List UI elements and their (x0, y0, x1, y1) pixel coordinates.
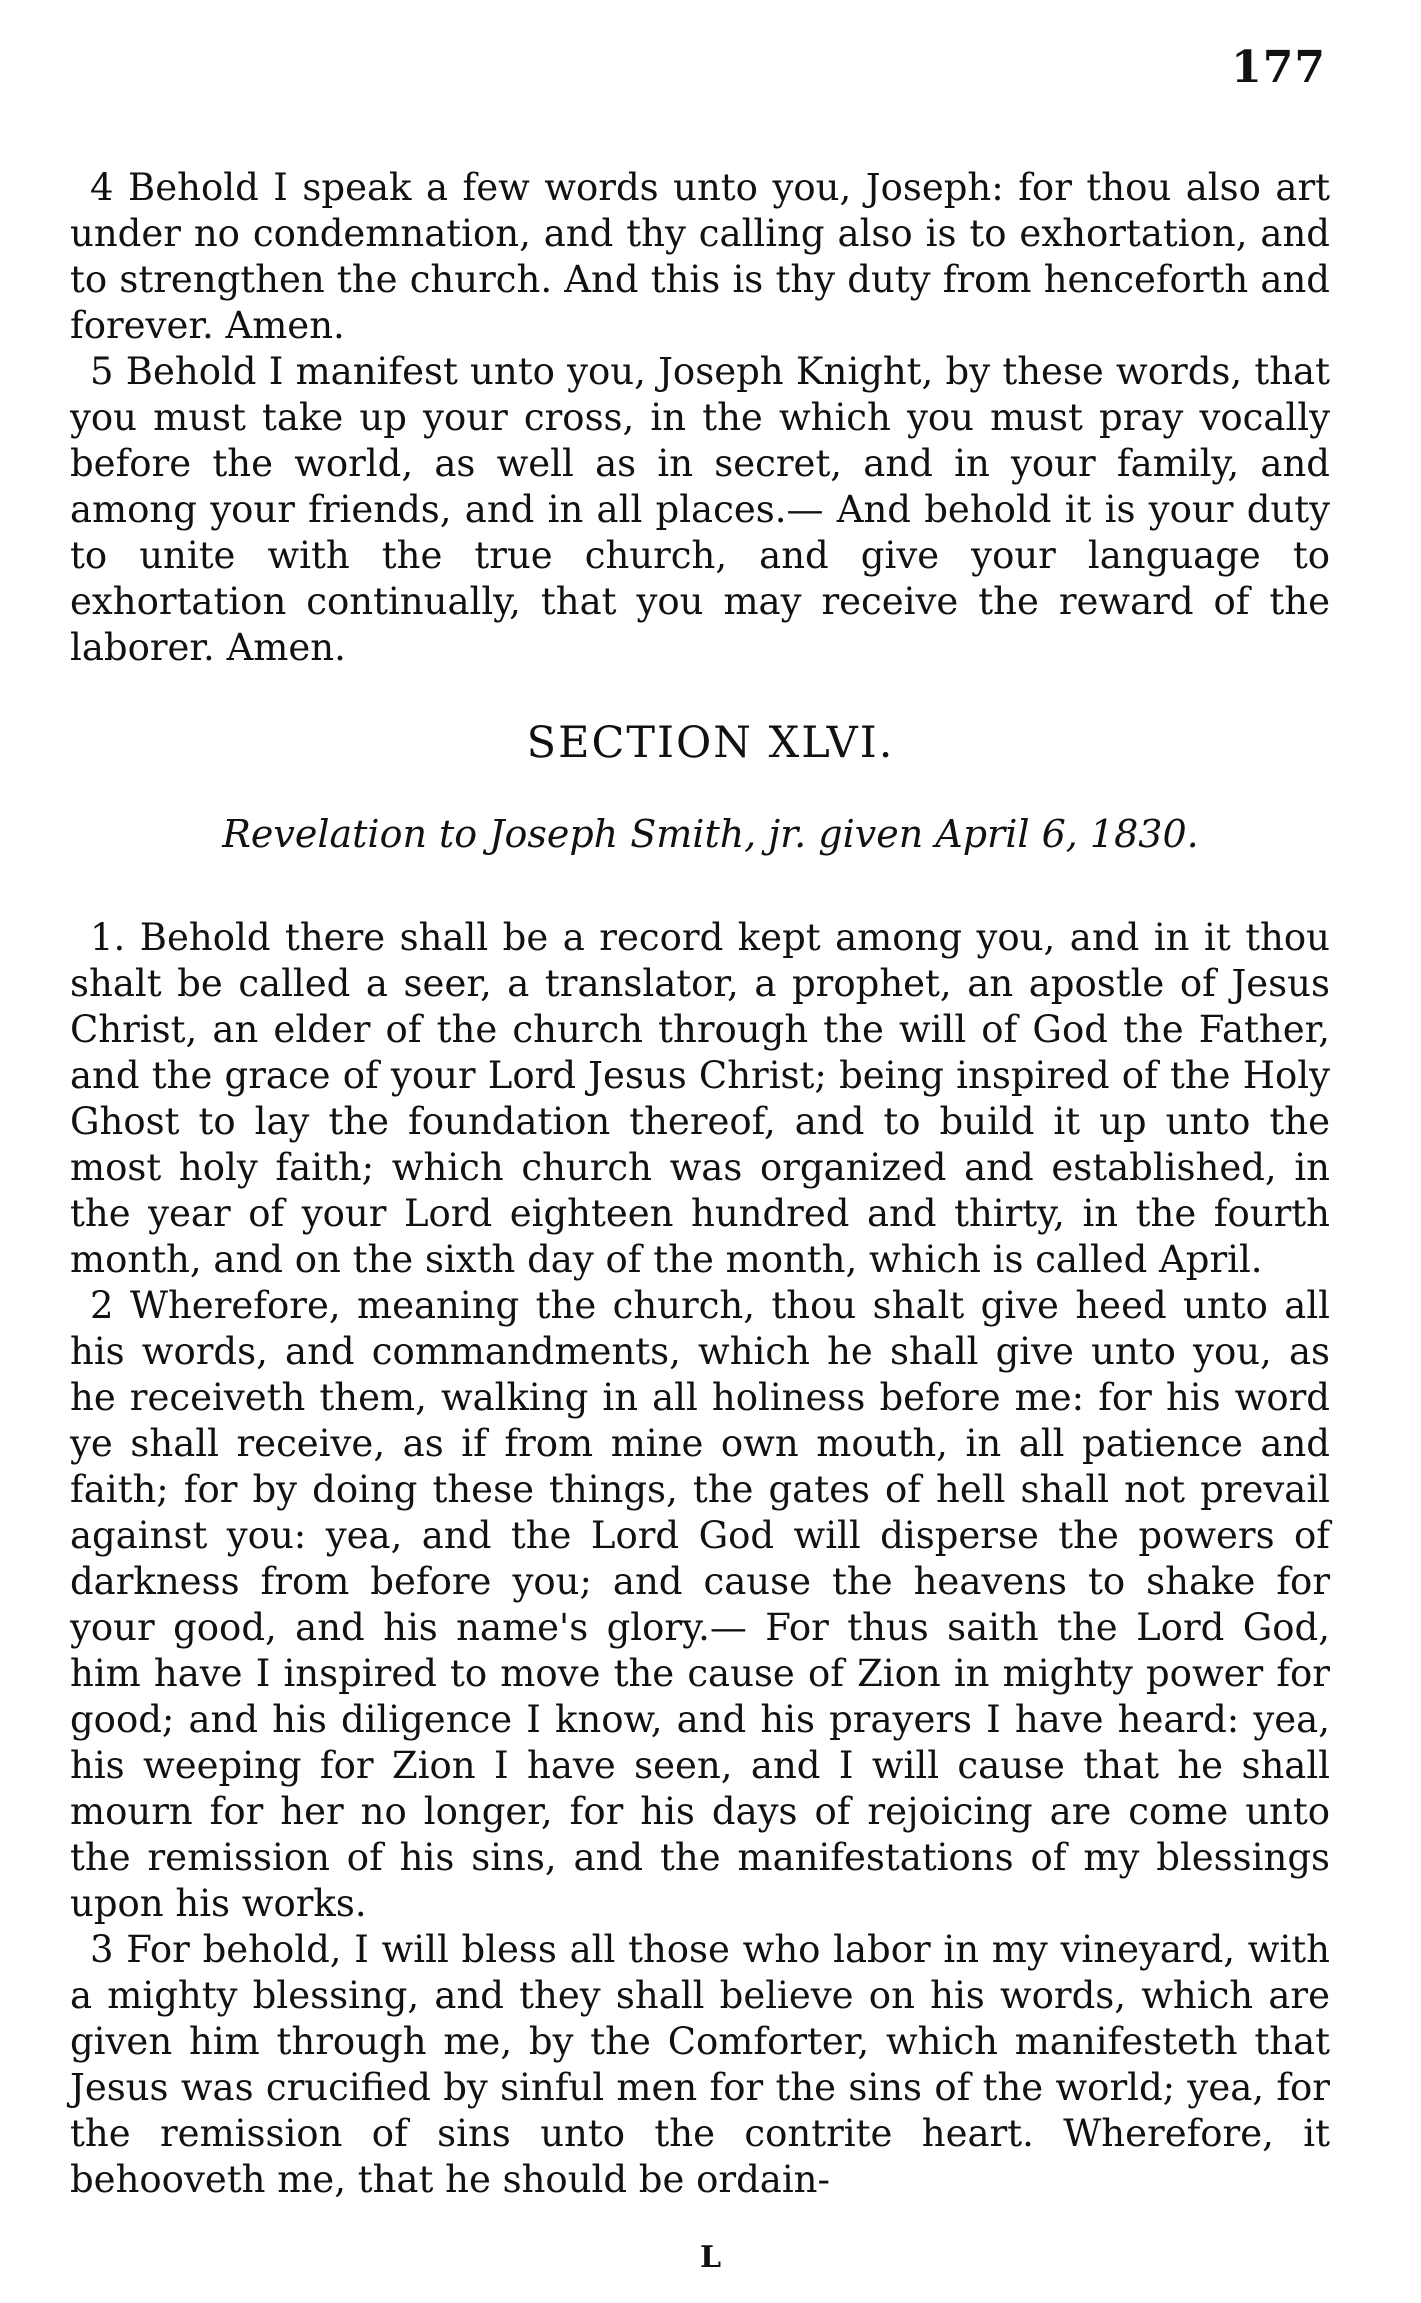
section-subtitle: Revelation to Joseph Smith, jr. given April 6, 1830. (222, 812, 1199, 856)
section-heading: SECTION XLVI. (526, 718, 895, 768)
paragraph-verse-3: 3 For behold, I will bless all those who labor in my vineyard, with a mighty blessing, and they shall believe on his words, which are given him through me, by the Comforter, which manifesteth that Jesus was crucified by sinful men for the sins of the world; yea, for the remission of sins unto the contrite heart. Wherefore, it behooveth me, that he should be ordain- (70, 1928, 1330, 2201)
top-text-block (70, 165, 1330, 671)
printer-signature-mark: L (699, 2240, 722, 2275)
paragraph-verse-4: 4 Behold I speak a few words unto you, Joseph: for thou also art under no condemnation, and thy calling also is to exhortation, and to strengthen the church. And this is thy duty from henceforth and forever. Amen. (70, 166, 1330, 347)
paragraph-verse-1: 1. Behold there shall be a record kept among you, and in it thou shalt be called a seer, a translator, a prophet, an apostle of Jesus Christ, an elder of the church through the will of God the Father, and the grace of your Lord Jesus Christ; being inspired of the Holy Ghost to lay the foundation thereof, and to build it up unto the most holy faith; which church was organized and established, in the year of your Lord eighteen hundred and thirty, in the fourth month, and on the sixth day of the month, which is called April. (70, 916, 1330, 1281)
section-body (70, 915, 1330, 2203)
paragraph-verse-2: 2 Wherefore, meaning the church, thou shalt give heed unto all his words, and commandments, which he shall give unto you, as he receiveth them, walking in all holiness before me: for his word ye shall receive, as if from mine own mouth, in all patience and faith; for by doing these things, the gates of hell shall not prevail against you: yea, and the Lord God will disperse the powers of darkness from before you; and cause the heavens to shake for your good, and his name's glory.— For thus saith the Lord God, him have I inspired to move the cause of Zion in mighty power for good; and his diligence I know, and his prayers I have heard: yea, his weeping for Zion I have seen, and I will cause that he shall mourn for her no longer, for his days of rejoicing are come unto the remission of his sins, and the manifestations of my blessings upon his works. (70, 1284, 1330, 1925)
paragraph-verse-5: 5 Behold I manifest unto you, Joseph Knight, by these words, that you must take up your cross, in the which you must pray vocally before the world, as well as in secret, and in your family, and among your friends, and in all places.— And behold it is your duty to unite with the true church, and give your language to exhortation continually, that you may receive the reward of the laborer. Amen. (70, 350, 1330, 669)
page-number: 177 (1231, 42, 1326, 93)
